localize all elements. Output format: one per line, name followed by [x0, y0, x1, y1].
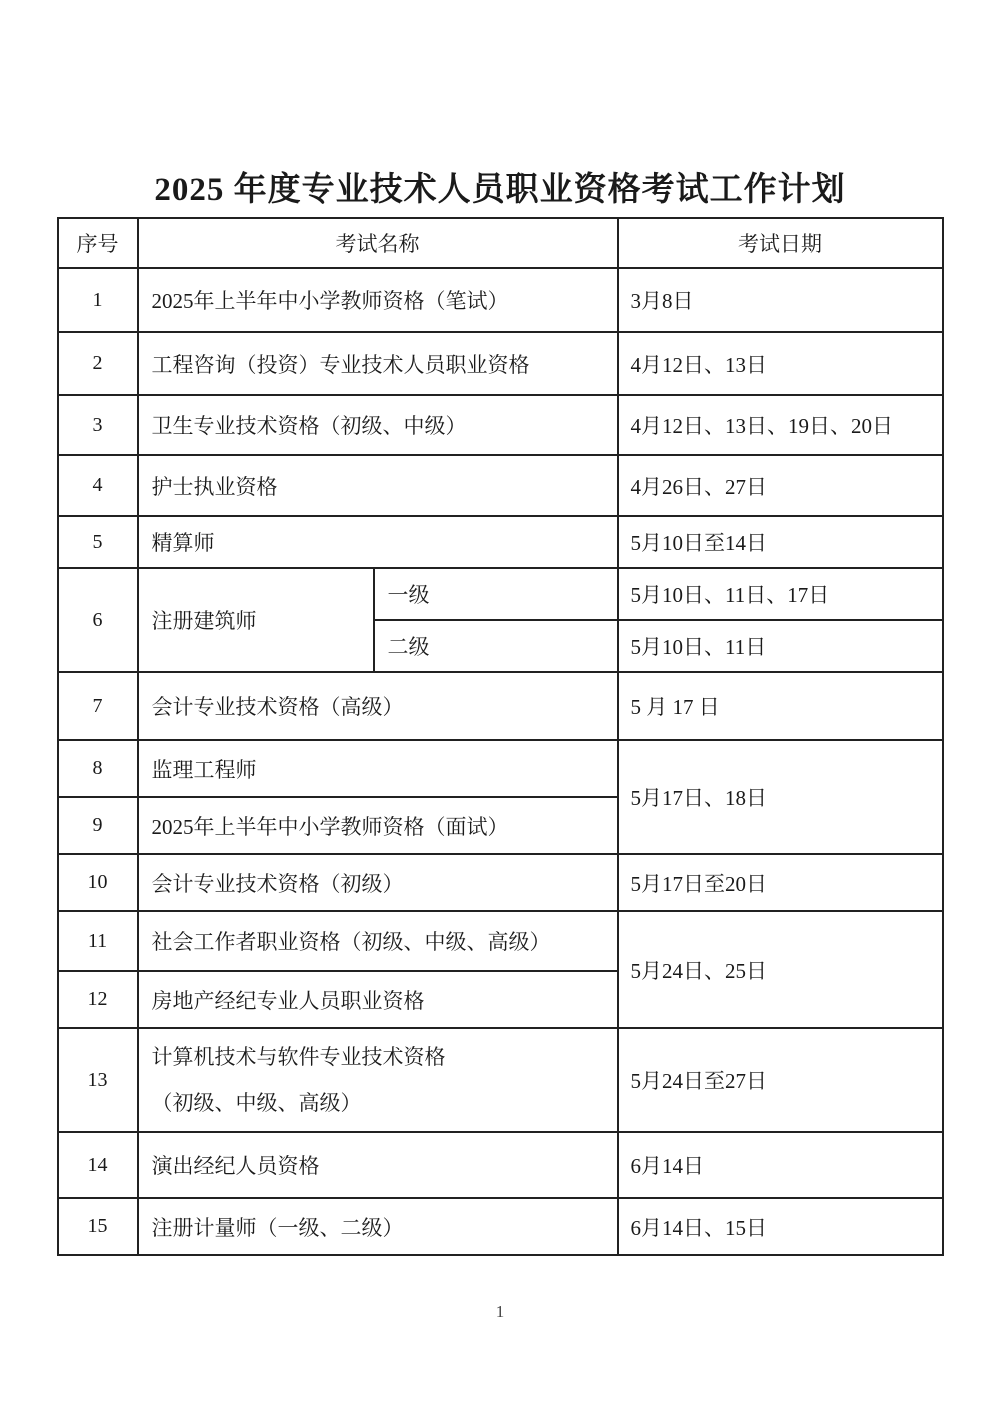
row-number-cell: 11: [58, 911, 138, 971]
table-row: [58, 1028, 943, 1132]
row-number-cell: 15: [58, 1198, 138, 1255]
header-cell-name: 考试名称: [138, 218, 618, 268]
exam-name-cell: 工程咨询（投资）专业技术人员职业资格: [138, 332, 618, 395]
row-number-cell: 7: [58, 672, 138, 740]
exam-name-cell: 演出经纪人员资格: [138, 1132, 618, 1198]
row-number-cell: 1: [58, 268, 138, 332]
table-row: [58, 332, 943, 395]
exam-name-cell: 房地产经纪专业人员职业资格: [138, 971, 618, 1028]
exam-date-cell: 4月12日、13日: [618, 332, 943, 395]
exam-name-cell: 监理工程师: [138, 740, 618, 797]
exam-name-cell: 卫生专业技术资格（初级、中级）: [138, 395, 618, 455]
exam-schedule-table: [57, 217, 944, 1256]
row-number-cell: 10: [58, 854, 138, 911]
exam-date-cell: 5月24日至27日: [618, 1028, 943, 1132]
exam-name-cell: 会计专业技术资格（初级）: [138, 854, 618, 911]
exam-name-cell: 注册计量师（一级、二级）: [138, 1198, 618, 1255]
exam-date-cell: 5月10日至14日: [618, 516, 943, 568]
row-number-cell: 3: [58, 395, 138, 455]
exam-name-cell: 会计专业技术资格（高级）: [138, 672, 618, 740]
page-title: 2025 年度专业技术人员职业资格考试工作计划: [154, 172, 846, 208]
table-row: [58, 672, 943, 740]
exam-date-cell: 6月14日、15日: [618, 1198, 943, 1255]
page-number: 1: [495, 1302, 505, 1321]
exam-name-cell: 社会工作者职业资格（初级、中级、高级）: [138, 911, 618, 971]
exam-date-cell: 5月10日、11日、17日: [618, 568, 943, 620]
exam-date-cell: 4月26日、27日: [618, 455, 943, 516]
exam-name-line1: 计算机技术与软件专业技术资格: [151, 1045, 446, 1069]
row-number-cell: 5: [58, 516, 138, 568]
exam-name-cell: 2025年上半年中小学教师资格（面试）: [138, 797, 618, 854]
row-number-cell: 6: [58, 568, 138, 672]
exam-level-cell: 一级: [374, 568, 618, 620]
table-row: [58, 1132, 943, 1198]
table-header-row: [58, 218, 943, 268]
row-number-cell: 9: [58, 797, 138, 854]
exam-name-cell: 护士执业资格: [138, 455, 618, 516]
exam-name-cell: 注册建筑师: [138, 568, 374, 672]
exam-date-cell: 4月12日、13日、19日、20日: [618, 395, 943, 455]
exam-date-cell: 5月24日、25日: [618, 911, 943, 1028]
header-cell-date: 考试日期: [618, 218, 943, 268]
exam-name-cell: 2025年上半年中小学教师资格（笔试）: [138, 268, 618, 332]
row-number-cell: 8: [58, 740, 138, 797]
table-row: [58, 268, 943, 332]
exam-date-cell: 5月10日、11日: [618, 620, 943, 672]
exam-name-cell: [138, 1028, 618, 1132]
table-row: [58, 455, 943, 516]
row-number-cell: 4: [58, 455, 138, 516]
exam-date-cell: 3月8日: [618, 268, 943, 332]
table-row: [58, 1198, 943, 1255]
exam-date-cell: 5月17日至20日: [618, 854, 943, 911]
table-row: [58, 854, 943, 911]
exam-level-cell: 二级: [374, 620, 618, 672]
table-row: [58, 911, 943, 971]
table-row: [58, 516, 943, 568]
table-row: [58, 740, 943, 797]
header-cell-no: 序号: [58, 218, 138, 268]
row-number-cell: 2: [58, 332, 138, 395]
row-number-cell: 13: [58, 1028, 138, 1132]
table-row: [58, 568, 943, 620]
exam-name-line2: （初级、中级、高级）: [151, 1091, 362, 1115]
exam-date-cell: 5 月 17 日: [618, 672, 943, 740]
exam-date-cell: 6月14日: [618, 1132, 943, 1198]
row-number-cell: 14: [58, 1132, 138, 1198]
table-row: [58, 395, 943, 455]
row-number-cell: 12: [58, 971, 138, 1028]
exam-date-cell: 5月17日、18日: [618, 740, 943, 854]
exam-name-cell: 精算师: [138, 516, 618, 568]
